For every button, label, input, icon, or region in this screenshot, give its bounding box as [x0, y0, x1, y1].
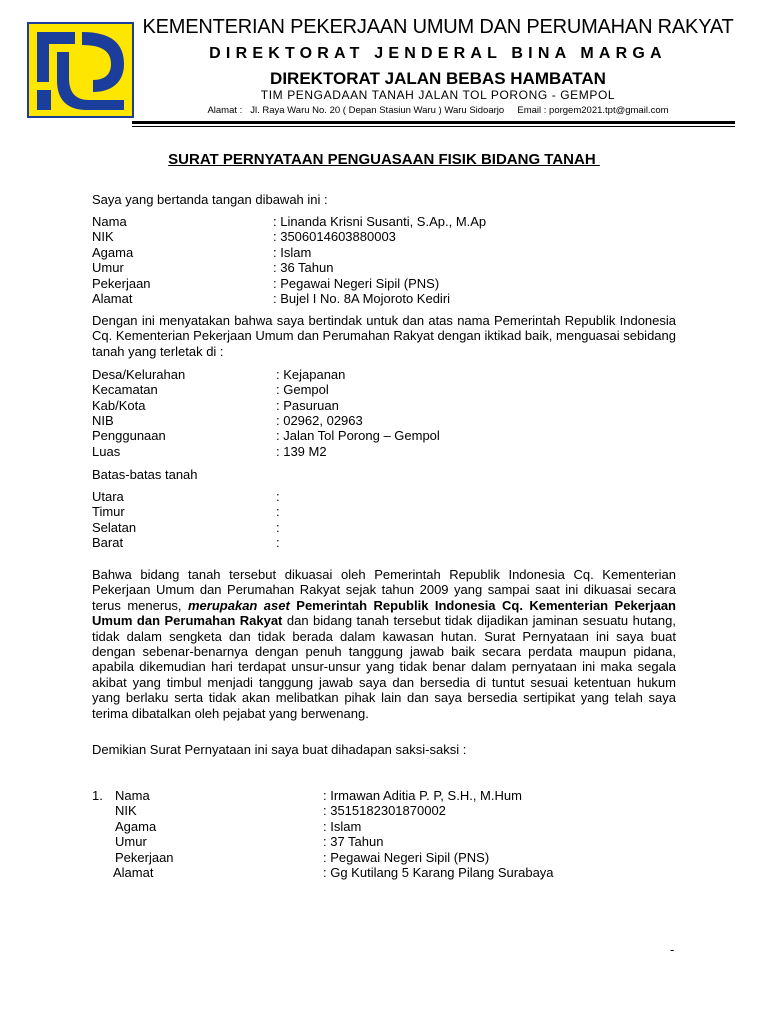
document-title: SURAT PERNYATAAN PENGUASAAN FISIK BIDANG TANAH [168, 151, 600, 168]
land-value: : 02962, 02963 [276, 413, 363, 428]
body-paragraph [92, 567, 676, 721]
boundary-label: Selatan [92, 520, 137, 535]
declarant-value: : Islam [273, 245, 312, 260]
land-label: Kecamatan [92, 382, 158, 397]
team-name: TIM PENGADAAN TANAH JALAN TOL PORONG - GEMPOL [260, 88, 616, 102]
directorate-general: DIREKTORAT JENDERAL BINA MARGA [209, 45, 667, 62]
land-value: : Kejapanan [276, 367, 346, 382]
declarant-value: : Pegawai Negeri Sipil (PNS) [273, 276, 440, 291]
boundary-value: : [276, 520, 280, 535]
witness-label: Alamat [113, 865, 154, 880]
land-label: Desa/Kelurahan [92, 367, 186, 382]
declarant-value: : 36 Tahun [273, 260, 334, 275]
land-label: NIB [92, 413, 114, 428]
declarant-value: : Bujel I No. 8A Mojoroto Kediri [273, 291, 451, 306]
body-text-part2: dan bidang tanah tersebut tidak dijadikan jaminan sesuatu hutang, tidak dalam sengketa dan tidak berada dalam kawasan hutan. Surat Pernyataan ini saya buat dengan sebenar-benarnya dengan penuh tanggung jawab baik secara perdata maupun pidana, apabila dikemudian hari terdapat unsur-unsur yang tidak benar dalam pernyataan ini maka segala akibat yang timbul menjadi tanggung jawab saya dan bersedia di tuntut sesuai ketentuan hukum yang berlaku serta tidak akan melibatkan pihak lain dan saya bersedia sertipikat yang telah saya terima dibatalkan oleh pejabat yang berwenang. [92, 613, 676, 721]
land-value: : Gempol [276, 382, 329, 397]
land-label: Luas [92, 444, 121, 459]
witness-label: Pekerjaan [115, 850, 174, 865]
land-label: Kab/Kota [92, 398, 146, 413]
declarant-label: Nama [92, 214, 127, 229]
declarant-label: Agama [92, 245, 134, 260]
header-rule-thin [132, 126, 735, 127]
boundary-value: : [276, 504, 280, 519]
land-value: : Jalan Tol Porong – Gempol [276, 428, 440, 443]
address-line: Alamat : Jl. Raya Waru No. 20 ( Depan Stasiun Waru ) Waru Sidoarjo Email : porgem2021.tpt@gmail.com [207, 105, 669, 116]
body-text-bold: Pemerintah Republik Indonesia Cq. Kementerian Pekerjaan Umum dan Perumahan Rakyat [92, 597, 676, 629]
declarant-value: : 3506014603880003 [273, 229, 396, 244]
declarant-label: Umur [92, 260, 124, 275]
intro-text: Saya yang bertanda tangan dibawah ini : [92, 192, 328, 207]
witness-label: NIK [115, 803, 137, 818]
witness-value: : Pegawai Negeri Sipil (PNS) [323, 850, 490, 865]
witness-label: Umur [115, 834, 147, 849]
body-text-part1: Bahwa bidang tanah tersebut dikuasai oleh Pemerintah Republik Indonesia Cq. Kementerian Pekerjaan Umum dan Perumahan Rakyat sejak tahun 2009 yang sampai saat ini dikuasai secara terus menerus, [92, 567, 676, 613]
witness-value: : Gg Kutilang 5 Karang Pilang Surabaya [323, 865, 554, 880]
boundary-label: Utara [92, 489, 124, 504]
boundary-value: : [276, 489, 280, 504]
declarant-label: Pekerjaan [92, 276, 151, 291]
declarant-value: : Linanda Krisni Susanti, S.Ap., M.Ap [273, 214, 487, 229]
witness-value: : 3515182301870002 [323, 803, 446, 818]
boundary-label: Barat [92, 535, 124, 550]
witness-intro: Demikian Surat Pernyataan ini saya buat dihadapan saksi-saksi : [92, 742, 467, 757]
header-rule-thick [132, 121, 735, 124]
witness-value: : 37 Tahun [323, 834, 384, 849]
witness-value: : Irmawan Aditia P. P, S.H., M.Hum [323, 788, 522, 803]
witness-label: Nama [115, 788, 150, 803]
ministry-name: KEMENTERIAN PEKERJAAN UMUM DAN PERUMAHAN RAKYAT [142, 16, 734, 38]
land-value: : 139 M2 [276, 444, 327, 459]
footer-mark: - [670, 942, 675, 957]
declarant-label: NIK [92, 229, 114, 244]
boundary-label: Timur [92, 504, 125, 519]
statement-paragraph: Dengan ini menyatakan bahwa saya bertindak untuk dan atas nama Pemerintah Republik Indonesia Cq. Kementerian Pekerjaan Umum dan Perumahan Rakyat dengan iktikad baik, menguasai sebidang tanah yang terletak di : [92, 313, 676, 359]
boundaries-title: Batas-batas tanah [92, 467, 198, 482]
witness-number: 1. [92, 788, 103, 803]
boundary-value: : [276, 535, 280, 550]
pupr-logo [27, 22, 134, 118]
witness-label: Agama [115, 819, 157, 834]
land-label: Penggunaan [92, 428, 166, 443]
declarant-label: Alamat [92, 291, 133, 306]
land-value: : Pasuruan [276, 398, 339, 413]
witness-value: : Islam [323, 819, 362, 834]
directorate: DIREKTORAT JALAN BEBAS HAMBATAN [270, 69, 606, 88]
body-text-emphasis: merupakan aset [188, 597, 290, 613]
